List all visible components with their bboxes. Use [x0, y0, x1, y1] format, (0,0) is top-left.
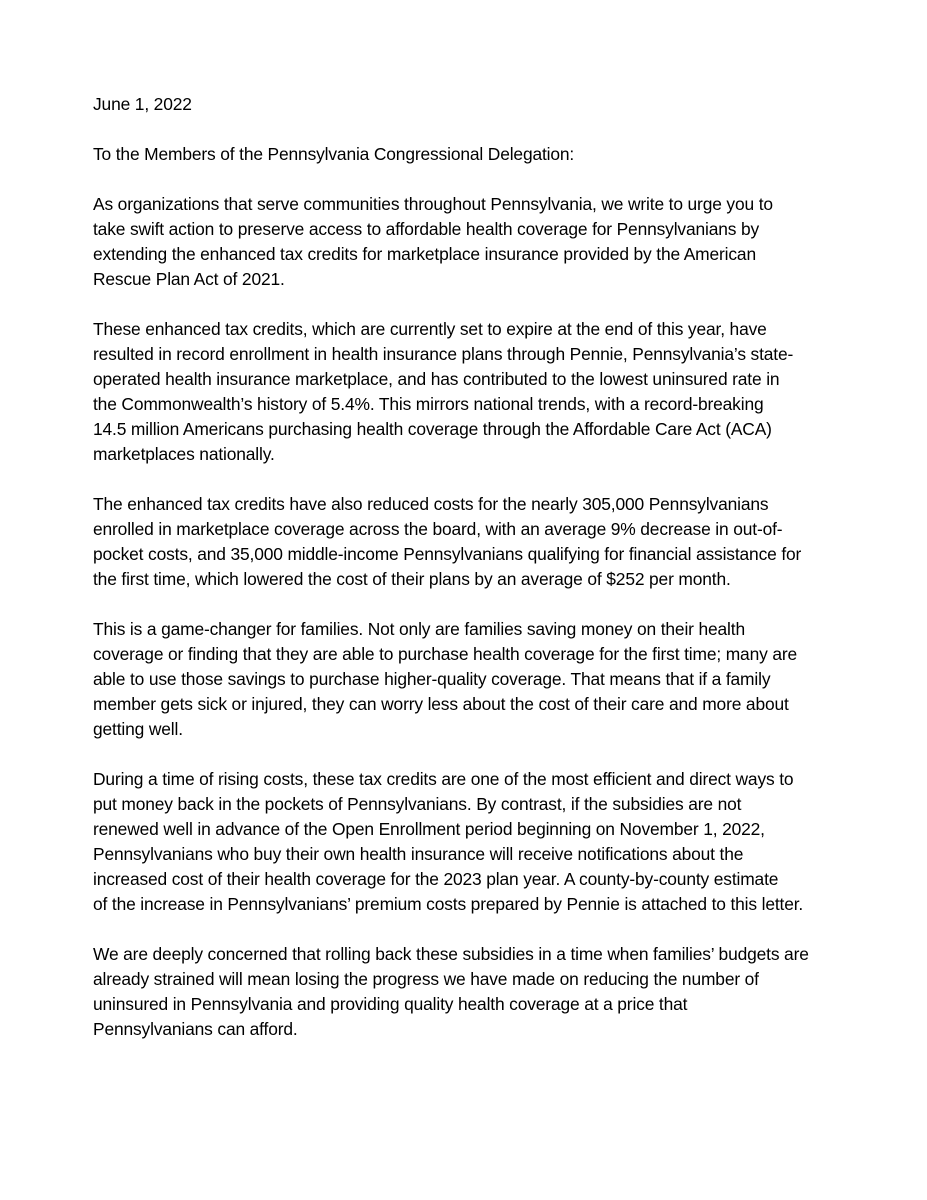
- text-line: coverage or finding that they are able to purchase health coverage for the first time; many are: [93, 644, 797, 664]
- text-line: resulted in record enrollment in health insurance plans through Pennie, Pennsylvania’s state-: [93, 344, 794, 364]
- paragraph-rising-costs: [93, 767, 843, 917]
- text-line: operated health insurance marketplace, and has contributed to the lowest uninsured rate in: [93, 369, 780, 389]
- text-line: These enhanced tax credits, which are currently set to expire at the end of this year, have: [93, 319, 767, 339]
- letter-date: June 1, 2022: [93, 94, 192, 114]
- text-line: The enhanced tax credits have also reduced costs for the nearly 305,000 Pennsylvanians: [93, 494, 769, 514]
- paragraph-reduced-costs: [93, 492, 843, 592]
- text-line: renewed well in advance of the Open Enrollment period beginning on November 1, 2022,: [93, 819, 765, 839]
- text-line: marketplaces nationally.: [93, 444, 275, 464]
- paragraph-record-enrollment: [93, 317, 843, 467]
- text-line: Pennsylvanians who buy their own health insurance will receive notifications about the: [93, 844, 744, 864]
- text-line: already strained will mean losing the progress we have made on reducing the number of: [93, 969, 759, 989]
- letter-salutation: To the Members of the Pennsylvania Congressional Delegation:: [93, 144, 575, 164]
- text-line: Pennsylvanians can afford.: [93, 1019, 298, 1039]
- text-line: During a time of rising costs, these tax credits are one of the most efficient and direct ways to: [93, 769, 794, 789]
- paragraph-deeply-concerned: [93, 942, 843, 1042]
- text-line: the Commonwealth’s history of 5.4%. This mirrors national trends, with a record-breaking: [93, 394, 764, 414]
- text-line: the first time, which lowered the cost of their plans by an average of $252 per month.: [93, 569, 731, 589]
- text-line: Rescue Plan Act of 2021.: [93, 269, 285, 289]
- paragraph-urge-action: [93, 192, 843, 292]
- text-line: enrolled in marketplace coverage across the board, with an average 9% decrease in out-of-: [93, 519, 783, 539]
- text-line: This is a game-changer for families. Not only are families saving money on their health: [93, 619, 745, 639]
- text-line: put money back in the pockets of Pennsylvanians. By contrast, if the subsidies are not: [93, 794, 742, 814]
- letter-body: [93, 92, 843, 1067]
- text-line: of the increase in Pennsylvanians’ premium costs prepared by Pennie is attached to this letter.: [93, 894, 804, 914]
- text-line: 14.5 million Americans purchasing health coverage through the Affordable Care Act (ACA): [93, 419, 772, 439]
- paragraph-game-changer: [93, 617, 843, 742]
- text-line: pocket costs, and 35,000 middle-income Pennsylvanians qualifying for financial assistance for: [93, 544, 802, 564]
- text-line: As organizations that serve communities throughout Pennsylvania, we write to urge you to: [93, 194, 773, 214]
- text-line: uninsured in Pennsylvania and providing quality health coverage at a price that: [93, 994, 688, 1014]
- text-line: We are deeply concerned that rolling back these subsidies in a time when families’ budgets are: [93, 944, 809, 964]
- text-line: take swift action to preserve access to affordable health coverage for Pennsylvanians by: [93, 219, 760, 239]
- text-line: extending the enhanced tax credits for marketplace insurance provided by the American: [93, 244, 756, 264]
- text-line: increased cost of their health coverage for the 2023 plan year. A county-by-county estimate: [93, 869, 779, 889]
- text-line: member gets sick or injured, they can worry less about the cost of their care and more about: [93, 694, 789, 714]
- text-line: able to use those savings to purchase higher-quality coverage. That means that if a family: [93, 669, 771, 689]
- text-line: getting well.: [93, 719, 183, 739]
